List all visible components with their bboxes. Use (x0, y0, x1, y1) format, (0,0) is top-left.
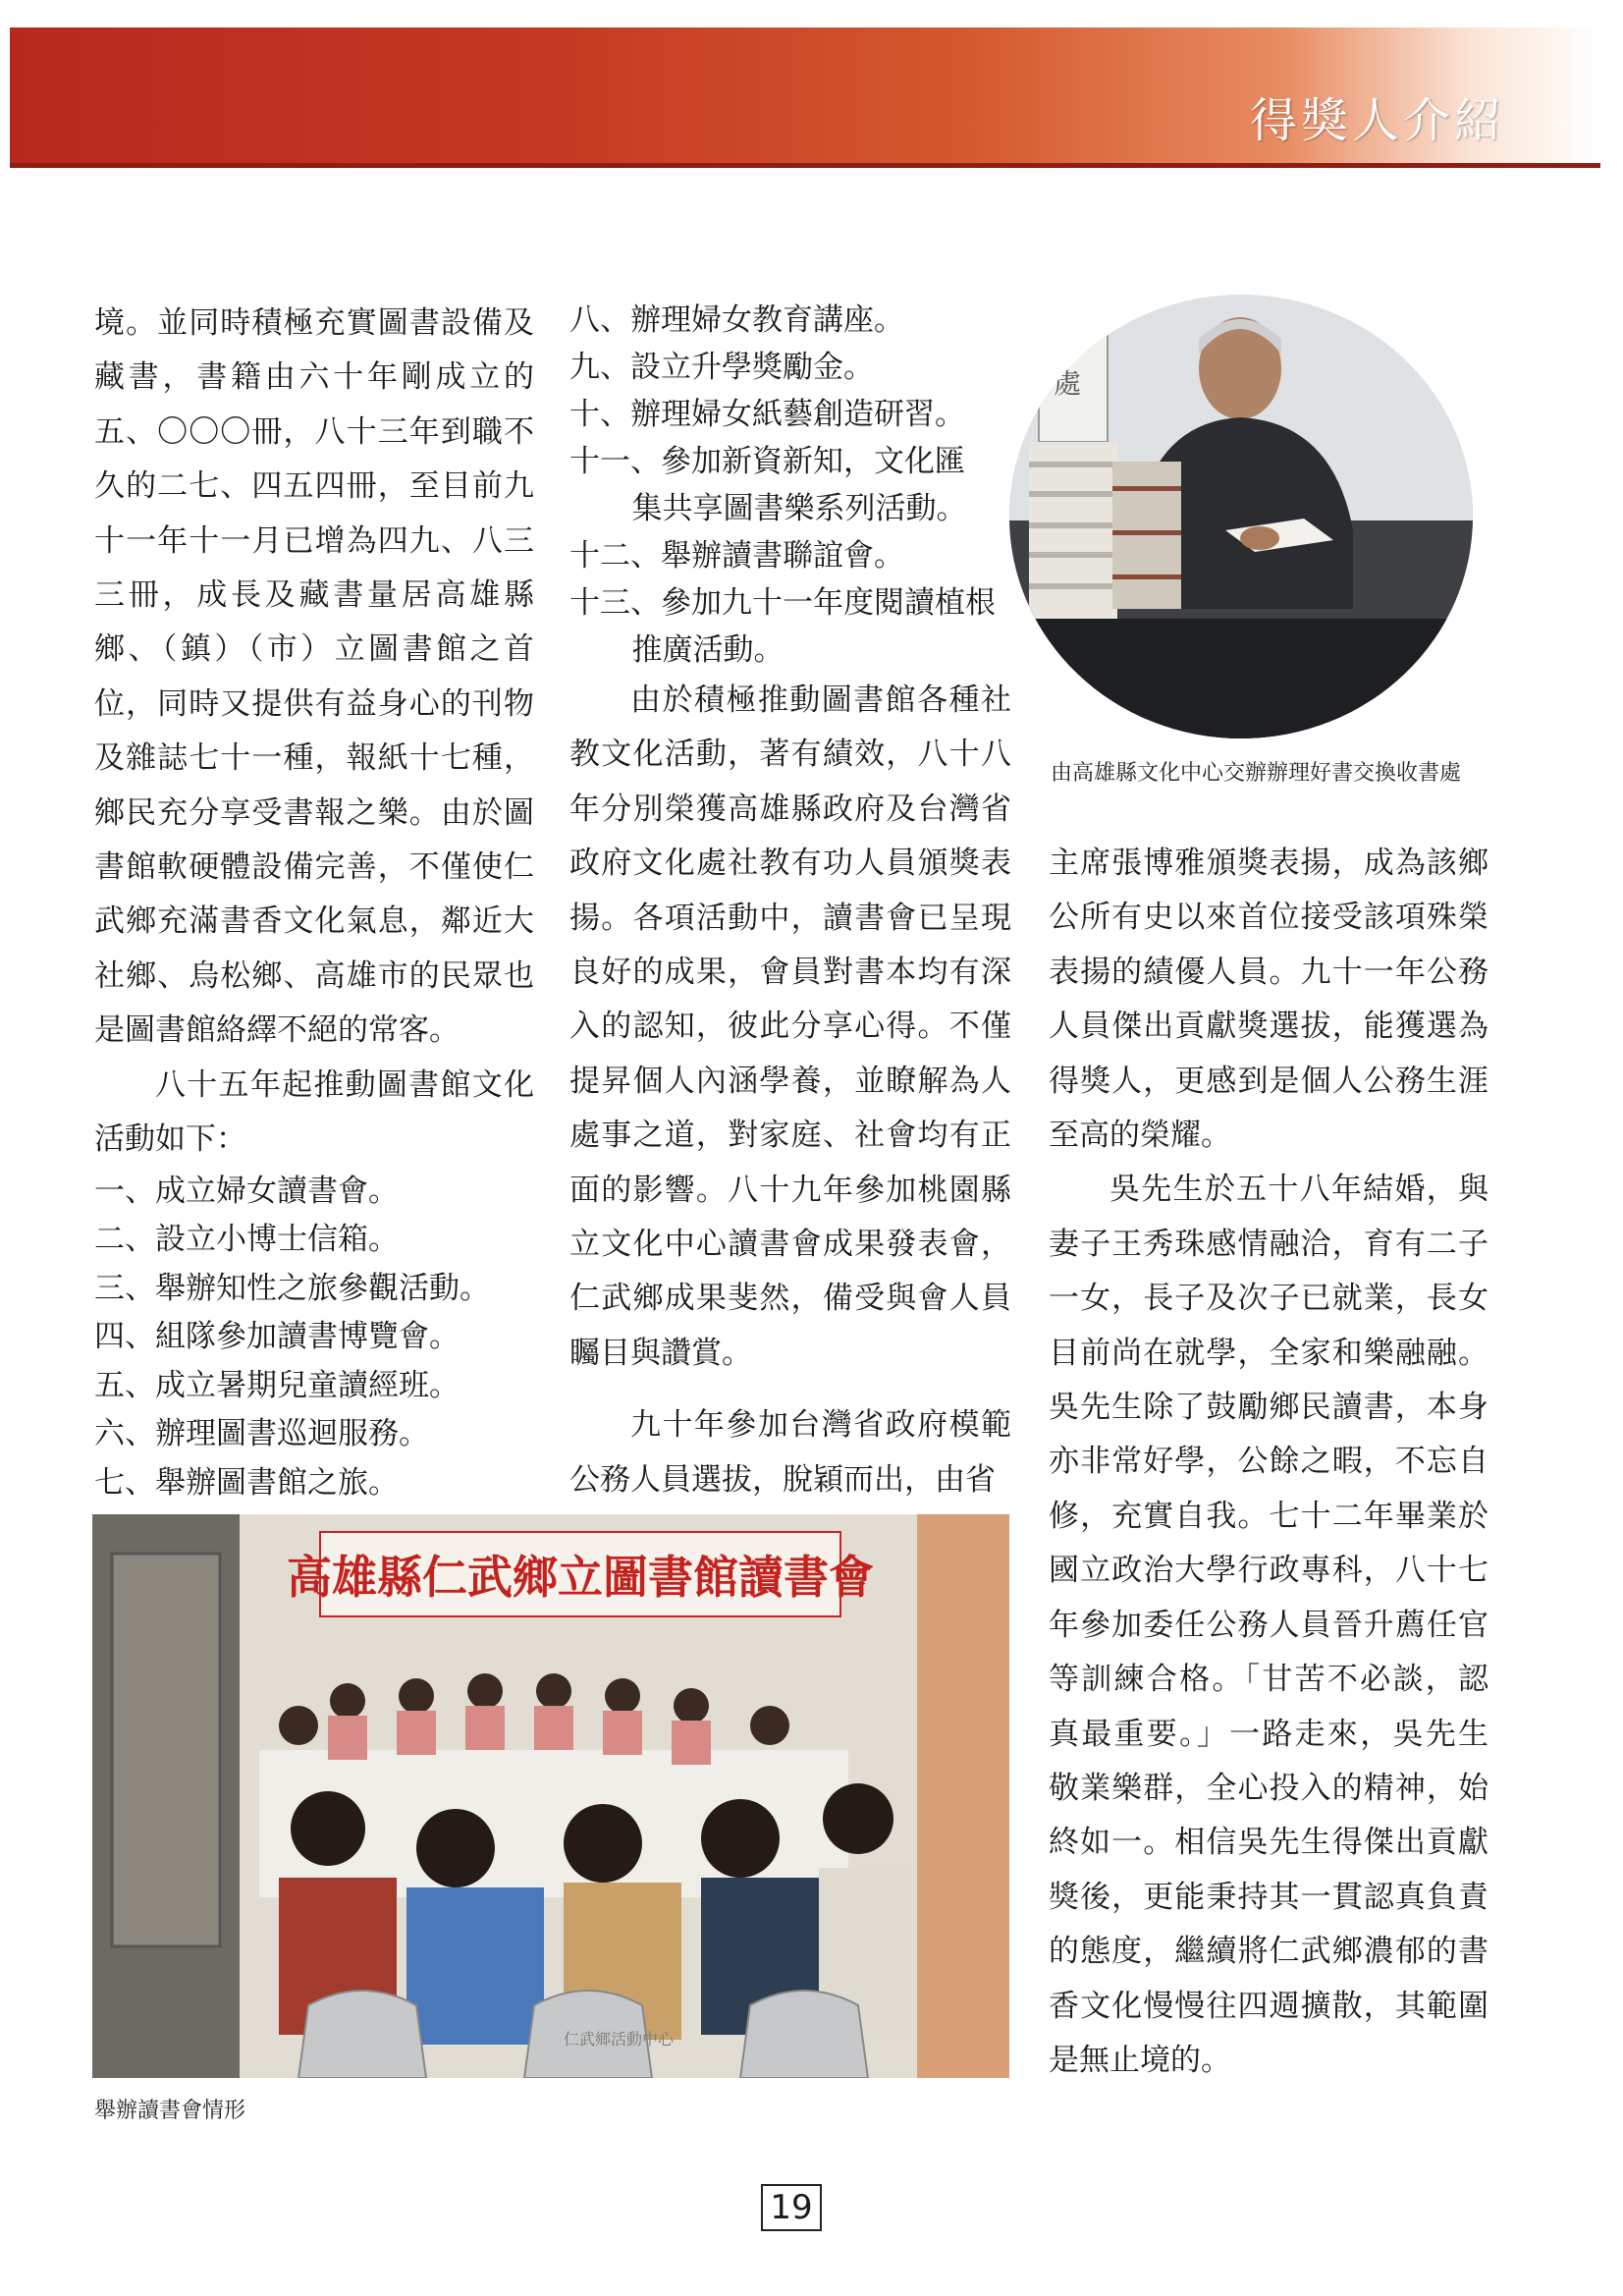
list-item: 五、成立暑期兒童讀經班。 (94, 1367, 460, 1403)
list-item-12: 十二、舉辦讀書聯誼會。 (569, 538, 904, 574)
list-item: 四、組隊參加讀書博覽會。 (94, 1319, 460, 1355)
list-item: 三、舉辦知性之旅參觀活動。 (94, 1270, 490, 1306)
photo-reading-club-art (92, 1514, 1009, 2078)
list-item: 一、成立婦女讀書會。 (94, 1173, 399, 1209)
list-item-11-line-1: 十一、參加新資新知，文化匯 (569, 444, 965, 479)
photo-reading-club (92, 1514, 1009, 2078)
column-1 (94, 297, 534, 1508)
col1-paragraph-1: 境。並同時積極充實圖書設備及藏書，書籍由六十年剛成立的五、〇〇〇冊，八十三年到職不久的二七、四五四冊，至目前九十一年十一月已增為四九、八三三冊，成長及藏書量居高雄縣鄉、（鎮）（市）立圖書館之首位，同時又提供有益身心的刊物及雜誌七十一種，報紙十七種，鄉民充分享受書報之樂。由於圖書館軟硬體設備完善，不僅使仁武鄉充滿書香文化氣息，鄰近大社鄉、烏松鄉、高雄市的民眾也是圖書館絡繹不絕的常客。 (94, 305, 534, 1049)
list-item: 十、辦理婦女紙藝創造研習。 (569, 397, 965, 432)
list-item-13-line-1: 十三、參加九十一年度閱讀植根 (569, 585, 996, 621)
list-item: 八、辦理婦女教育講座。 (569, 302, 904, 338)
page-number: 19 (761, 2184, 822, 2231)
chair-text: 仁武鄉活動中心 (564, 2030, 675, 2049)
col1-paragraph-2: 八十五年起推動圖書館文化活動如下： (94, 1066, 534, 1158)
list-item: 二、設立小博士信箱。 (94, 1222, 399, 1258)
photo-book-exchange (1009, 295, 1473, 738)
photo-caption-reading-club: 舉辦讀書會情形 (94, 2099, 246, 2123)
list-item: 七、舉辦圖書館之旅。 (94, 1465, 399, 1502)
list-item-11 (569, 438, 1011, 532)
col2-paragraph-1: 由於積極推動圖書館各種社教文化活動，著有績效，八十八年分別榮獲高雄縣政府及台灣省政府文化處社教有功人員頒獎表揚。各項活動中，讀書會已呈現良好的成果，會員對書本均有深入的認知，彼此分享心得。不僅提昇個人內涵學養，並瞭解為人處事之道，對家庭、社會均有正面的影響。八十九年參加桃園縣立文化中心讀書會成果發表會，仁武鄉成果斐然，備受與會人員矚目與讚賞。 (569, 683, 1011, 1371)
sign-text: 處 (1054, 367, 1082, 400)
list-item-13 (569, 579, 1011, 674)
col2-paragraph-2: 九十年參加台灣省政府模範公務人員選拔，脫穎而出，由省 (569, 1407, 1011, 1498)
section-title: 得獎人介紹 (1249, 93, 1505, 148)
photo-book-exchange-art (1009, 295, 1473, 738)
activity-list-2 (569, 297, 1011, 674)
activity-list-1 (94, 1168, 534, 1508)
column-3 (1049, 837, 1488, 2088)
list-item: 九、設立升學獎勵金。 (569, 350, 874, 385)
list-item-13-line-2: 推廣活動。 (631, 632, 784, 668)
column-2 (569, 297, 1011, 1507)
col3-paragraph-2: 吳先生於五十八年結婚，與妻子王秀珠感情融洽，育有二子一女，長子及次子已就業，長女目前尚在就學，全家和樂融融。吳先生除了鼓勵鄉民讀書，本身亦非常好學，公餘之暇，不忘自修，充實自我。七十二年畢業於國立政治大學行政專科，八十七年參加委任公務人員晉升薦任官等訓練合格。「甘苦不必談，認真最重要。」一路走來，吳先生敬業樂群，全心投入的精神，始終如一。相信吳先生得傑出貢獻獎後，更能秉持其一貫認真負責的態度，繼續將仁武鄉濃郁的書香文化慢慢往四週擴散，其範圍是無止境的。 (1049, 1172, 1488, 2078)
list-item: 六、辦理圖書巡迴服務。 (94, 1416, 429, 1452)
banner-text: 高雄縣仁武鄉立圖書館讀書會 (287, 1551, 874, 1604)
photo-caption-book-exchange: 由高雄縣文化中心交辦辦理好書交換收書處 (1051, 761, 1462, 786)
list-item-11-line-2: 集共享圖書樂系列活動。 (631, 491, 967, 526)
col3-paragraph-1: 主席張博雅頒獎表揚，成為該鄉公所有史以來首位接受該項殊榮表揚的績優人員。九十一年公務人員傑出貢獻獎選拔，能獲選為得獎人，更感到是個人公務生涯至高的榮耀。 (1049, 846, 1488, 1154)
